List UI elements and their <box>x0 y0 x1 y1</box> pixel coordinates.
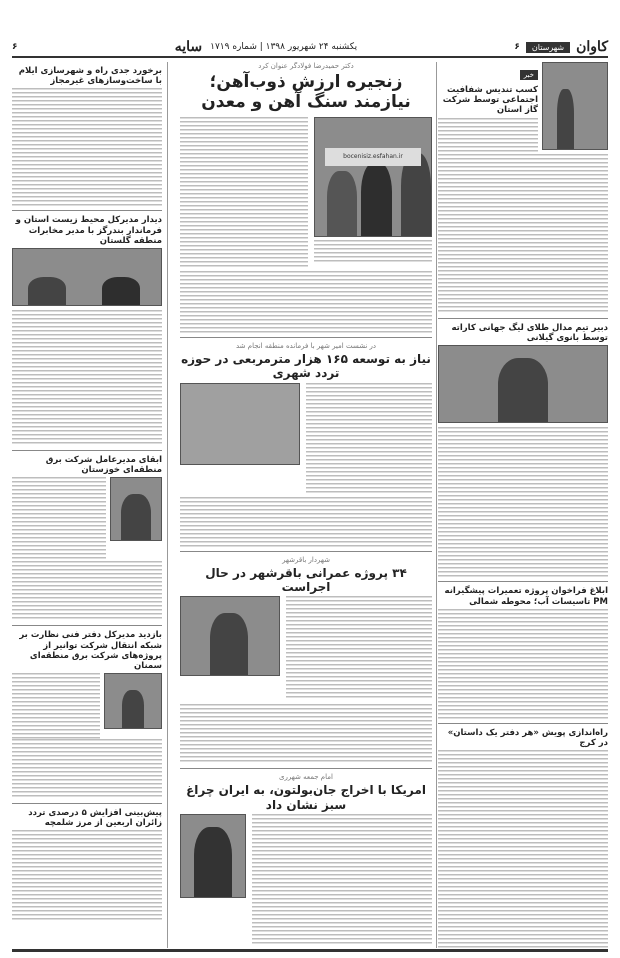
brand-logo: کاوان <box>576 39 608 55</box>
award-photo <box>542 62 608 150</box>
news-tag: خبر <box>520 70 538 80</box>
article-title: پیش‌بینی افزایش ۵ درصدی تردد زائران اربعین از مرز شلمچه <box>28 808 162 829</box>
lead-photo <box>314 117 432 237</box>
athlete-photo <box>438 345 608 423</box>
article-title: دیدار مدیرکل محیط زیست استان و فرماندار بندرگز با مدیر مخابرات منطقه گلستان <box>15 215 162 246</box>
fourth-kicker: امام جمعه شهرری <box>279 773 333 782</box>
lead-headline: زنجیره ارزش ذوب‌آهن؛ نیازمند سنگ آهن و معدن <box>201 72 411 113</box>
page-number: ۶ <box>514 42 520 52</box>
article-title: راه‌اندازی پویش «هر دفتر یک داستان» در کرج <box>447 727 608 748</box>
cleric-photo <box>180 814 246 898</box>
article-title: کسب تندیس شفافیت اجتماعی توسط شرکت گاز استان <box>442 85 538 116</box>
official-photo <box>180 596 280 676</box>
second-kicker: در نشست امیر شهر با فرمانده منطقه انجام شد <box>235 341 376 350</box>
crowd-photo <box>180 383 300 465</box>
fourth-headline: امریکا با اخراج جان‌بولتون، به ایران چراغ سبز نشان داد <box>186 783 426 812</box>
middle-column <box>180 62 432 948</box>
lead-kicker: دکتر حمیدرضا فولادگر عنوان کرد <box>258 62 354 70</box>
third-kicker: شهردار باقرشهر <box>282 555 330 564</box>
page-footer-rule <box>12 949 608 952</box>
issue-date: یکشنبه ۲۴ شهریور ۱۳۹۸ | شماره ۱۷۱۹ <box>210 42 358 52</box>
right-column <box>438 62 608 948</box>
site-visit-photo <box>104 673 162 729</box>
article-title: بازدید مدیرکل دفتر فنی نظارت بر شبکه انتقال شرکت توانیر از پروژه‌های شرکت برق منطقه‌ای سمنان <box>19 630 162 671</box>
article-title: ابلاغ فراخوان پروژه تعمیرات پیشگیرانه PM تاسیسات آب؛ محوطه شمالی <box>444 586 608 607</box>
photo-caption: bocenisiz.esfahan.ir <box>325 148 421 166</box>
director-photo <box>110 477 162 541</box>
page-header <box>12 38 608 58</box>
article-title: ابقای مدیرعامل شرکت برق منطقه‌ای خوزستان <box>45 454 162 476</box>
second-headline: نیاز به توسعه ۱۶۵ هزار مترمربعی در حوزه تردد شهری <box>181 351 431 381</box>
third-headline: ۳۴ پروژه عمرانی باقرشهر در حال اجراست <box>205 565 407 594</box>
left-column <box>12 62 162 948</box>
page-marker: ۶ <box>12 42 18 52</box>
masthead-logo: سایه <box>174 39 203 55</box>
meeting-photo <box>12 248 162 306</box>
section-label: شهرستان <box>526 42 570 53</box>
article-title: دبیر تیم مدال طلای لیگ جهانی کاراته توسط بانوی گیلانی <box>451 323 608 344</box>
article-title: برخورد جدی راه و شهرسازی ایلام با ساخت‌وسازهای غیرمجاز <box>18 66 162 87</box>
